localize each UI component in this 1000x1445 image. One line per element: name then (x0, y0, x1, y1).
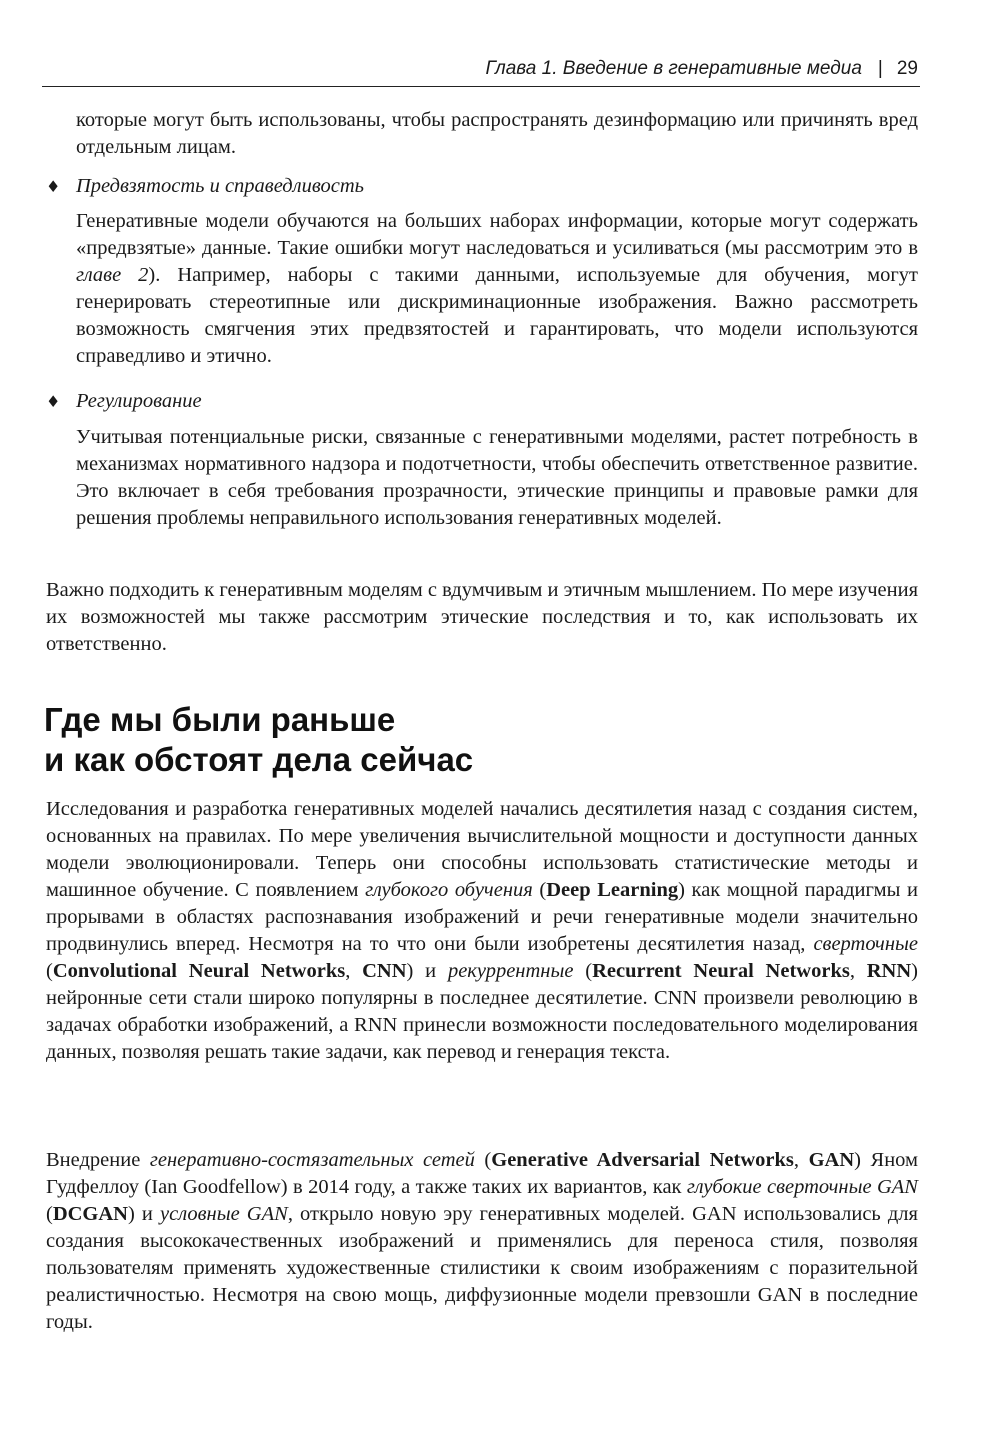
italic-term: генеративно-состязательных сетей (149, 1149, 475, 1171)
text-run: Внедрение (46, 1149, 150, 1171)
bold-term: CNN (362, 960, 407, 982)
text-run: ) нейронные сети стали широко популярны в последнее десятилетие. CNN произвели революцию в задачах обработки изображений, а RNN принесли возможности последовательного моделирования данных, позволяя решать такие задачи, как перевод и генерация текста. (46, 960, 918, 1063)
chapter-title: Глава 1. Введение в генеративные медиа (485, 58, 862, 79)
italic-term: сверточные (813, 933, 918, 955)
section-heading-line1: Где мы были раньше (44, 701, 396, 738)
diamond-bullet-icon: ♦ (46, 177, 61, 196)
bias-text-part: ). Например, наборы с такими данными, используемые для обучения, могут генерировать стереотипные или дискриминационные изображения. Важно рассмотреть возможность смягчения этих предвзятостей и гарантировать, что модели используются справедливо и этично. (76, 264, 918, 367)
text-run: ) Яном Гудфеллоу (Ian Goodfellow) в 2014 году, а также таких их вариантов, как (46, 1149, 918, 1198)
bold-term: Recurrent Neural Networks (592, 960, 850, 982)
bullet-bias-title: Предвзятость и справедливость (76, 175, 364, 197)
bullet-bias-text (76, 208, 918, 370)
conclusion-paragraph: Важно подходить к генеративным моделям с вдумчивым и этичным мышлением. По мере изучения их возможностей мы также рассмотрим этические последствия и то, как использовать их ответственно. (46, 579, 918, 655)
bold-term: Convolutional Neural Networks (52, 960, 346, 982)
bold-term: DCGAN (52, 1203, 128, 1225)
text-run: , (793, 1149, 809, 1171)
text-run: ) и (128, 1203, 161, 1225)
text-run: ) и (406, 960, 448, 982)
bias-text-part: Генеративные модели обучаются на больших наборах информации, которые могут содержать «предвзятые» данные. Такие ошибки могут наследоваться и усиливаться (мы рассмотрим это в (76, 210, 918, 259)
italic-term: условные GAN (160, 1203, 288, 1225)
section-heading-line2: и как обстоят дела сейчас (44, 741, 474, 778)
diamond-bullet-icon: ♦ (46, 392, 61, 411)
history-paragraph (46, 796, 918, 1066)
bold-term: Generative Adversarial Networks (491, 1149, 794, 1171)
text-run: , (849, 960, 867, 982)
text-run: ) как мощной парадигмы и прорывами в областях распознавания изображений и речи генеративные модели значительно продвинулись вперед. Несмотря на то что они были изобретены десятилетия назад, (46, 879, 918, 955)
bullet-regulation-text: Учитывая потенциальные риски, связанные с генеративными моделями, растет потребность в механизмах нормативного надзора и подотчетности, чтобы обеспечить ответственное развитие. Это включает в себя требования прозрачности, этические принципы и правовые рамки для решения проблемы неправильного использования генеративных моделей. (76, 426, 918, 529)
italic-term: глубокие сверточные GAN (686, 1176, 918, 1198)
bold-term: RNN (866, 960, 912, 982)
text-run: Исследования и разработка генеративных моделей начались десятилетия назад с создания систем, основанных на правилах. По мере увеличения вычислительной мощности и доступности данных модели эволюционировали. Теперь они способны использовать статистические методы и машинное обучение. С появлением (46, 798, 918, 901)
page-number: 29 (896, 58, 918, 79)
text-run: ( (46, 1203, 53, 1225)
italic-term: глубокого обучения (365, 879, 533, 901)
text-run: ( (46, 960, 53, 982)
bold-term: GAN (808, 1149, 855, 1171)
intro-paragraph: которые могут быть использованы, чтобы распространять дезинформацию или причинять вред отдельным лицам. (76, 109, 918, 158)
bold-term: Deep Learning (546, 879, 679, 901)
text-run: ( (573, 960, 593, 982)
text-run: , (345, 960, 363, 982)
bullet-regulation-title: Регулирование (76, 390, 202, 412)
text-run: , открыло новую эру генеративных моделей. GAN использовались для создания высококачественных изображений и применялись для переноса стиля, позволяя пользователям применять художественные стилистики к своим изображениям с поразительной реалистичностью. Несмотря на свою мощь, диффузионные модели превзошли GAN в последние годы. (46, 1203, 918, 1333)
italic-term: рекуррентные (447, 960, 574, 982)
running-header (42, 56, 920, 87)
text-run: ( (532, 879, 547, 901)
header-separator: | (877, 58, 883, 79)
section-heading (44, 700, 924, 780)
text-run: ( (474, 1149, 492, 1171)
chapter-reference: главе 2 (76, 264, 149, 286)
gan-paragraph (46, 1147, 918, 1336)
